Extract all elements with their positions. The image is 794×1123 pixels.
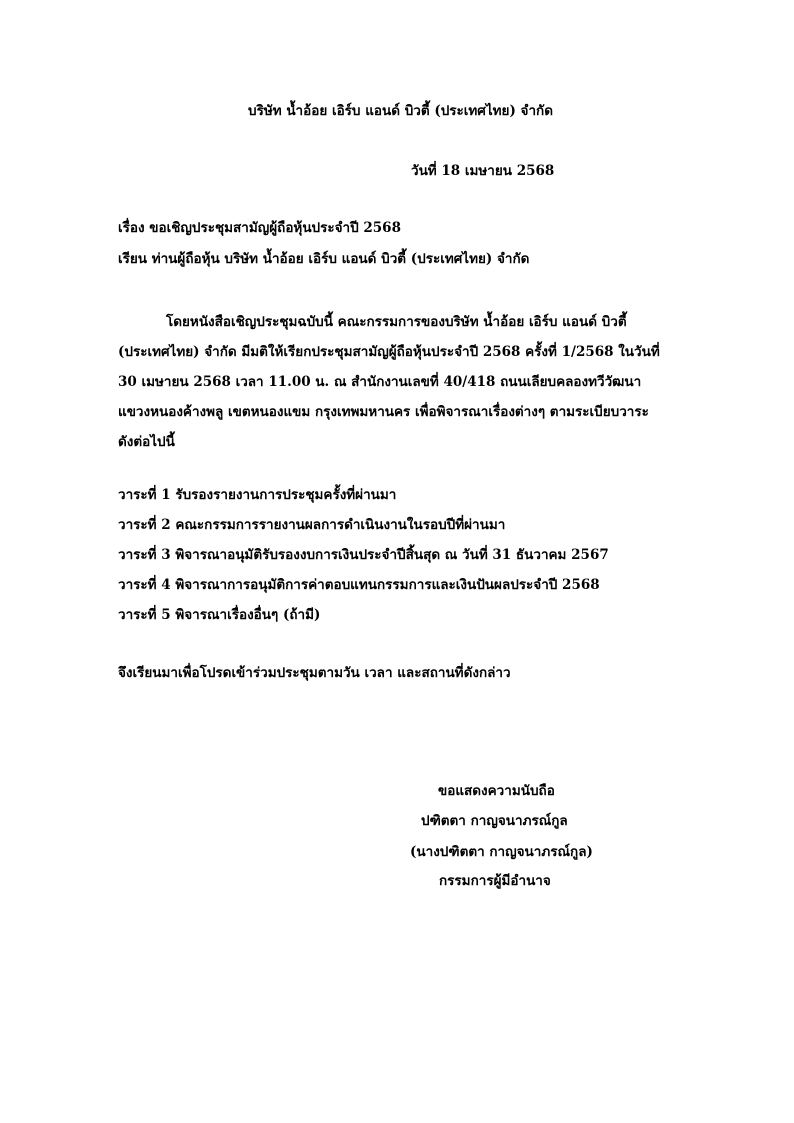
signature-position: กรรมการผู้มีอำนาจ (439, 873, 551, 889)
signature-printed-name: (นางปฑิตตา กาญจนาภรณ์กูล) (410, 844, 593, 860)
signature-regards: ขอแสดงความนับถือ (438, 783, 555, 799)
agenda-item: วาระที่ 4 พิจารณาการอนุมัติการค่าตอบแทนกรรมการและเงินปันผลประจำปี 2568 (118, 577, 600, 593)
signature-signed-name: ปฑิตตา กาญจนาภรณ์กูล (421, 813, 568, 829)
closing-text: จึงเรียนมาเพื่อโปรดเข้าร่วมประชุมตามวัน เวลา และสถานที่ดังกล่าว (118, 665, 511, 681)
body-line: แขวงหนองค้างพลู เขตหนองแขม กรุงเทพมหานคร เพื่อพิจารณาเรื่องต่างๆ ตามระเบียบวาระ (118, 404, 649, 420)
body-line: (ประเทศไทย) จำกัด มีมติให้เรียกประชุมสามัญผู้ถือหุ้นประจำปี 2568 ครั้งที่ 1/2568 ในวันที่ (118, 344, 660, 360)
body-line: โดยหนังสือเชิญประชุมฉบับนี้ คณะกรรมการของบริษัท น้ำอ้อย เอิร์บ แอนด์ บิวตี้ (166, 314, 627, 330)
agenda-item: วาระที่ 2 คณะกรรมการรายงานผลการดำเนินงานในรอบปีที่ผ่านมา (118, 517, 506, 533)
body-paragraph (118, 307, 678, 457)
agenda-list (118, 486, 609, 636)
body-line: 30 เมษายน 2568 เวลา 11.00 น. ณ สำนักงานเลขที่ 40/418 ถนนเลียบคลองทวีวัฒนา (118, 374, 642, 390)
letter-recipient: เรียน ท่านผู้ถือหุ้น บริษัท น้ำอ้อย เอิร์บ แอนด์ บิวตี้ (ประเทศไทย) จำกัด (118, 251, 530, 267)
letter-date: วันที่ 18 เมษายน 2568 (411, 163, 555, 179)
agenda-item: วาระที่ 5 พิจารณาเรื่องอื่นๆ (ถ้ามี) (118, 607, 321, 623)
letter-subject: เรื่อง ขอเชิญประชุมสามัญผู้ถือหุ้นประจำปี 2568 (118, 220, 401, 236)
agenda-item: วาระที่ 1 รับรองรายงานการประชุมครั้งที่ผ่านมา (118, 487, 397, 503)
agenda-item: วาระที่ 3 พิจารณาอนุมัติรับรองงบการเงินประจำปีสิ้นสุด ณ วันที่ 31 ธันวาคม 2567 (118, 547, 609, 563)
body-line: ดังต่อไปนี้ (118, 434, 175, 450)
company-title: บริษัท น้ำอ้อย เอิร์บ แอนด์ บิวตี้ (ประเทศไทย) จำกัด (248, 103, 553, 119)
